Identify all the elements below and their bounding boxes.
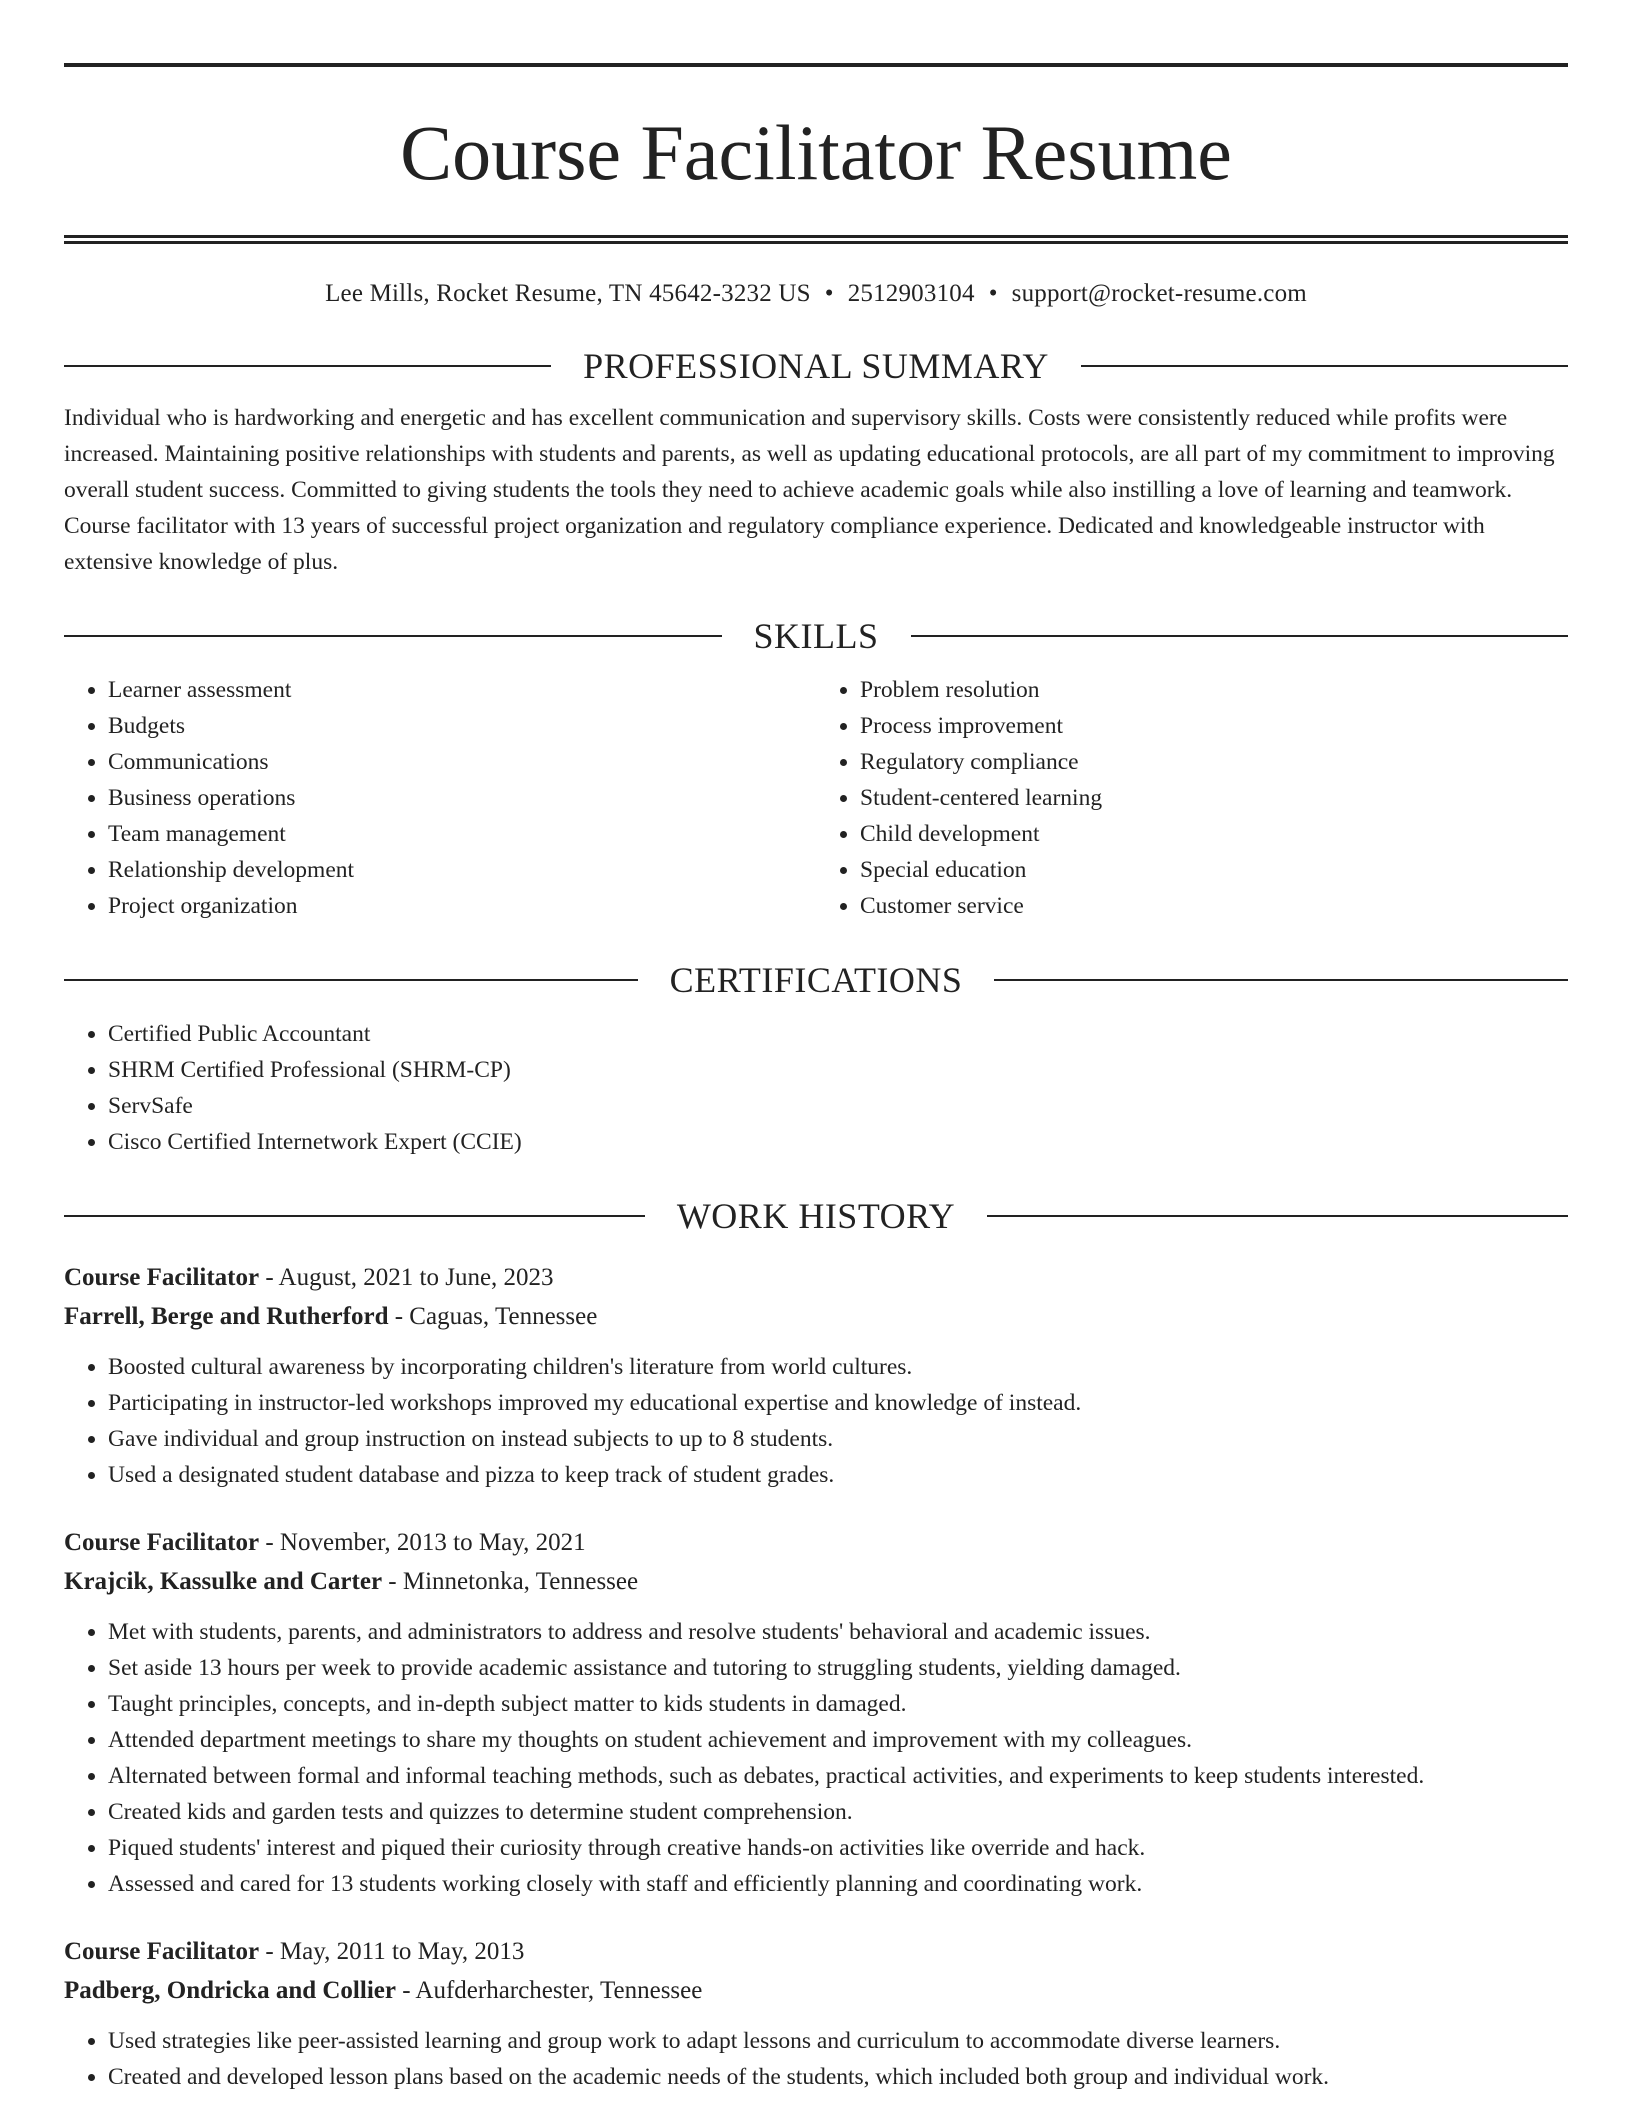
- page-title: Course Facilitator Resume: [400, 109, 1232, 196]
- certifications-heading: [64, 958, 1568, 1002]
- contact-phone: 2512903104: [847, 280, 975, 307]
- job-bullet: • Set aside 13 hours per week to provide academic assistance and tutoring to struggling students, yielding damaged.: [108, 1650, 1568, 1686]
- certifications-list: [64, 1016, 1568, 1160]
- job-bullet: • Piqued students' interest and piqued their curiosity through creative hands-on activities like override and hack.: [108, 1830, 1568, 1866]
- skill-item: • Problem resolution: [860, 672, 1568, 708]
- heading-rule-left: [64, 979, 638, 981]
- job-bullet: • Taught principles, concepts, and in-depth subject matter to kids students in damaged.: [108, 1686, 1568, 1722]
- double-rule: [64, 235, 1568, 244]
- job-title: Course Facilitator: [64, 1529, 260, 1556]
- job-entry: [64, 1258, 1568, 1493]
- skill-item: • Business operations: [108, 780, 816, 816]
- certification-item: • Certified Public Accountant: [108, 1016, 1568, 1052]
- job-bullets: [64, 1349, 1568, 1493]
- summary-text: Individual who is hardworking and energetic and has excellent communication and supervisory skills. Costs were consistently reduced while profits were increased. Maintaining positive relationships with students and parents, as well as updating educational protocols, are all part of my commitment to improving overall student success. Committed to giving students the tools they need to achieve academic goals while also instilling a love of learning and teamwork. Course facilitator with 13 years of successful project organization and regulatory compliance experience. Dedicated and knowledgeable instructor with extensive knowledge of plus.: [64, 405, 1555, 575]
- skills-heading: [64, 614, 1568, 658]
- job-company: Farrell, Berge and Rutherford: [64, 1303, 389, 1330]
- job-bullets: [64, 2023, 1568, 2095]
- work-history-heading-label: WORK HISTORY: [676, 1196, 956, 1236]
- contact-email: support@rocket-resume.com: [1011, 280, 1307, 307]
- job-bullet: • Assessed and cared for 13 students working closely with staff and efficiently planning and coordinating work.: [108, 1866, 1568, 1902]
- job-bullet: • Participating in instructor-led workshops improved my educational expertise and knowledge of instead.: [108, 1385, 1568, 1421]
- title-block: [64, 0, 1568, 244]
- heading-rule-left: [64, 635, 722, 637]
- job-dates: - August, 2021 to June, 2023: [259, 1264, 554, 1291]
- skills-column-left: [64, 672, 816, 924]
- skill-item: • Relationship development: [108, 852, 816, 888]
- job-entry: [64, 1932, 1568, 2095]
- job-title: Course Facilitator: [64, 1264, 260, 1291]
- job-company-line: [64, 1297, 1568, 1336]
- contact-line: [64, 278, 1568, 310]
- summary-heading: [64, 344, 1568, 388]
- job-bullet: • Used a designated student database and pizza to keep track of student grades.: [108, 1457, 1568, 1493]
- job-bullet: • Created kids and garden tests and quizzes to determine student comprehension.: [108, 1794, 1568, 1830]
- job-location: - Caguas, Tennessee: [388, 1303, 598, 1330]
- contact-separator: •: [988, 280, 998, 307]
- job-bullet: • Alternated between formal and informal teaching methods, such as debates, practical activities, and experiments to keep students interested.: [108, 1758, 1568, 1794]
- heading-rule-left: [64, 1215, 645, 1217]
- job-location: - Aufderharchester, Tennessee: [395, 1977, 703, 2004]
- skill-item: • Regulatory compliance: [860, 744, 1568, 780]
- skills-column-right: [816, 672, 1568, 924]
- skill-item: • Customer service: [860, 888, 1568, 924]
- heading-rule-right: [1081, 365, 1568, 367]
- job-bullet: • Gave individual and group instruction on instead subjects to up to 8 students.: [108, 1421, 1568, 1457]
- job-location: - Minnetonka, Tennessee: [382, 1568, 639, 1595]
- job-bullet: • Created and developed lesson plans based on the academic needs of the students, which included both group and individual work.: [108, 2059, 1568, 2095]
- skill-item: • Child development: [860, 816, 1568, 852]
- heading-rule-right: [911, 635, 1569, 637]
- skill-item: • Communications: [108, 744, 816, 780]
- heading-rule-left: [64, 365, 551, 367]
- skill-item: • Learner assessment: [108, 672, 816, 708]
- job-bullet: • Attended department meetings to share my thoughts on student achievement and improvement with my colleagues.: [108, 1722, 1568, 1758]
- job-title-line: [64, 1932, 1568, 1971]
- certification-item: • SHRM Certified Professional (SHRM-CP): [108, 1052, 1568, 1088]
- skill-item: • Student-centered learning: [860, 780, 1568, 816]
- skill-item: • Budgets: [108, 708, 816, 744]
- contact-separator: •: [824, 280, 834, 307]
- skills-heading-label: SKILLS: [753, 616, 879, 656]
- job-bullets: [64, 1614, 1568, 1902]
- job-company: Padberg, Ondricka and Collier: [64, 1977, 396, 2004]
- job-company-line: [64, 1562, 1568, 1601]
- skills-list: [64, 672, 1568, 924]
- job-title-line: [64, 1523, 1568, 1562]
- job-title: Course Facilitator: [64, 1938, 260, 1965]
- top-rule: [64, 63, 1568, 67]
- skill-item: • Team management: [108, 816, 816, 852]
- certification-item: • ServSafe: [108, 1088, 1568, 1124]
- contact-address: Lee Mills, Rocket Resume, TN 45642-3232 US: [325, 280, 811, 307]
- certification-item: • Cisco Certified Internetwork Expert (CCIE): [108, 1124, 1568, 1160]
- job-company: Krajcik, Kassulke and Carter: [64, 1568, 383, 1595]
- job-bullet: • Used strategies like peer-assisted learning and group work to adapt lessons and curriculum to accommodate diverse learners.: [108, 2023, 1568, 2059]
- skill-item: • Process improvement: [860, 708, 1568, 744]
- job-bullet: • Met with students, parents, and administrators to address and resolve students' behavioral and academic issues.: [108, 1614, 1568, 1650]
- job-entry: [64, 1523, 1568, 1902]
- heading-rule-right: [987, 1215, 1568, 1217]
- job-dates: - May, 2011 to May, 2013: [259, 1938, 525, 1965]
- work-history-heading: [64, 1194, 1568, 1238]
- certifications-heading-label: CERTIFICATIONS: [669, 960, 963, 1000]
- skill-item: • Special education: [860, 852, 1568, 888]
- job-dates: - November, 2013 to May, 2021: [259, 1529, 586, 1556]
- heading-rule-right: [994, 979, 1568, 981]
- job-title-line: [64, 1258, 1568, 1297]
- job-bullet: • Boosted cultural awareness by incorporating children's literature from world cultures.: [108, 1349, 1568, 1385]
- summary-heading-label: PROFESSIONAL SUMMARY: [583, 346, 1049, 386]
- job-company-line: [64, 1971, 1568, 2010]
- skill-item: • Project organization: [108, 888, 816, 924]
